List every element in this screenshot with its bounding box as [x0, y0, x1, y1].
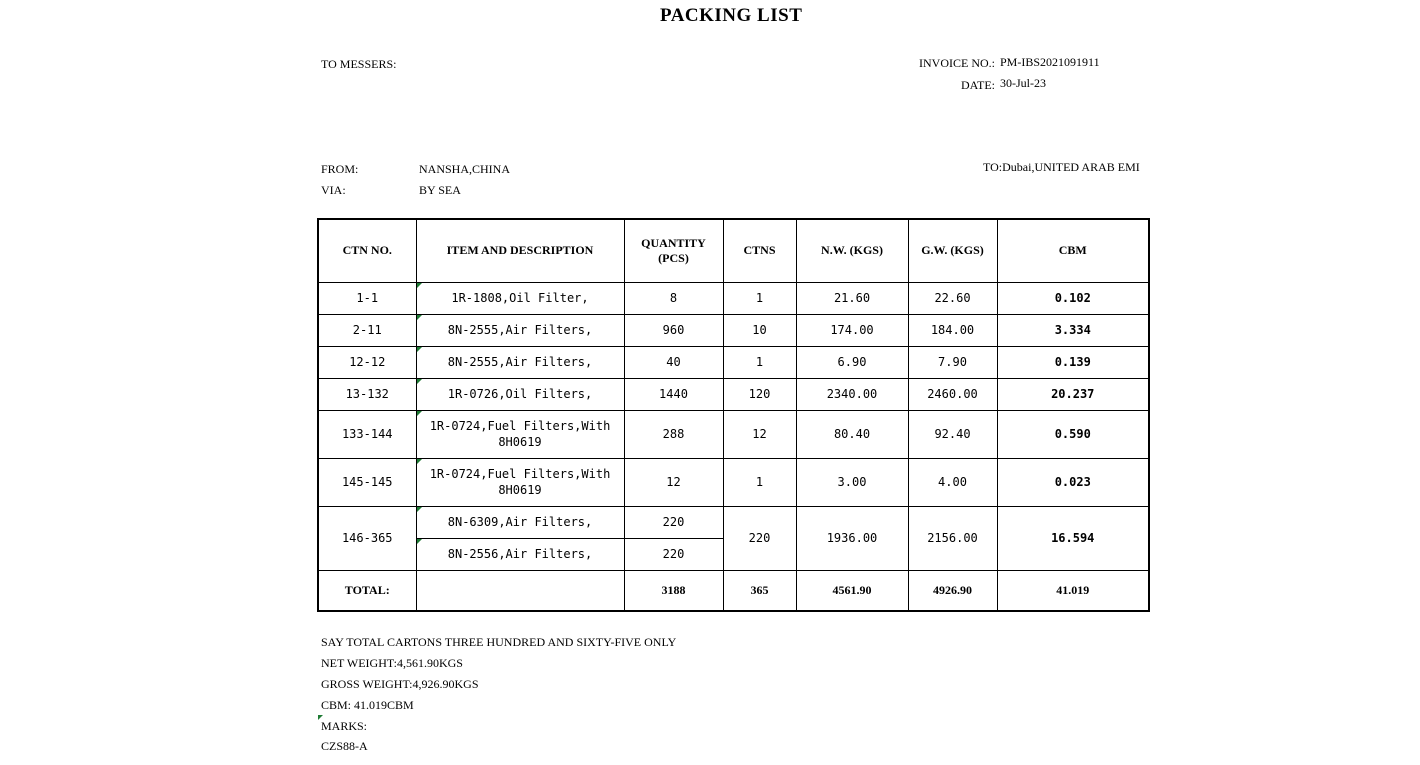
quantity-cell: 960: [624, 314, 723, 346]
ctn-no-cell: 12-12: [318, 346, 416, 378]
cbm-cell: 0.139: [997, 346, 1149, 378]
total-ctns: 365: [723, 570, 796, 611]
ctns-cell: 1: [723, 282, 796, 314]
gw-cell: 2156.00: [908, 506, 997, 570]
total-quantity: 3188: [624, 570, 723, 611]
comment-marker-icon: [417, 411, 422, 416]
nw-cell: 6.90: [796, 346, 908, 378]
description-cell: [416, 314, 624, 346]
date-value: 30-Jul-23: [1000, 76, 1046, 90]
ctn-no-cell: 145-145: [318, 458, 416, 506]
page-title: PACKING LIST: [660, 5, 803, 26]
ctn-no-cell: 146-365: [318, 506, 416, 570]
ctns-cell: 120: [723, 378, 796, 410]
header-item: ITEM AND DESCRIPTION: [416, 219, 624, 282]
description-text: 1R-0724,Fuel Filters,With: [429, 419, 611, 433]
total-cbm: 41.019: [997, 570, 1149, 611]
table-row: [318, 458, 1149, 506]
total-gw: 4926.90: [908, 570, 997, 611]
net-weight-text: NET WEIGHT:4,561.90KGS: [321, 656, 463, 670]
description-text: 8N-2555,Air Filters,: [447, 323, 593, 337]
header-quantity-line2: (PCS): [658, 250, 689, 265]
header-ctn-no: CTN NO.: [318, 219, 416, 282]
from-label: FROM:: [321, 162, 359, 176]
packing-table: [317, 218, 1150, 612]
gross-weight-text: GROSS WEIGHT:4,926.90KGS: [321, 677, 479, 691]
date-label: DATE:: [961, 78, 995, 92]
gw-cell: 92.40: [908, 410, 997, 458]
header-nw: N.W. (KGS): [796, 219, 908, 282]
description-text: 1R-1808,Oil Filter,: [451, 291, 589, 305]
cbm-cell: 0.023: [997, 458, 1149, 506]
description-cell: [416, 410, 624, 458]
gw-cell: 184.00: [908, 314, 997, 346]
via-label: VIA:: [321, 183, 346, 197]
nw-cell: 21.60: [796, 282, 908, 314]
quantity-cell: 12: [624, 458, 723, 506]
ctn-no-cell: 2-11: [318, 314, 416, 346]
comment-marker-icon: [417, 459, 422, 464]
header-row: [318, 219, 1149, 282]
ctn-no-cell: 13-132: [318, 378, 416, 410]
header-quantity-line1: QUANTITY: [641, 235, 706, 250]
table-row: [318, 506, 1149, 538]
quantity-cell: 288: [624, 410, 723, 458]
comment-marker-icon: [417, 347, 422, 352]
gw-cell: 2460.00: [908, 378, 997, 410]
ctns-cell: 1: [723, 458, 796, 506]
description-text: 8N-2555,Air Filters,: [447, 355, 593, 369]
table-row: [318, 282, 1149, 314]
description-text-line2: 8H0619: [498, 483, 542, 497]
table-row: [318, 314, 1149, 346]
table-row: [318, 346, 1149, 378]
description-cell: [416, 282, 624, 314]
marks-label: MARKS:: [321, 719, 368, 733]
description-cell: [416, 538, 624, 570]
gw-cell: 22.60: [908, 282, 997, 314]
marks-value: CZS88-A: [321, 739, 368, 753]
to-messers-label: TO MESSERS:: [321, 57, 397, 71]
cbm-cell: 0.102: [997, 282, 1149, 314]
ctns-cell: 12: [723, 410, 796, 458]
quantity-cell: 40: [624, 346, 723, 378]
invoice-no-value: PM-IBS2021091911: [1000, 55, 1100, 69]
quantity-cell: 8: [624, 282, 723, 314]
ctns-cell: 220: [723, 506, 796, 570]
nw-cell: 80.40: [796, 410, 908, 458]
quantity-cell: 220: [624, 506, 723, 538]
comment-marker-icon: [417, 283, 422, 288]
nw-cell: 3.00: [796, 458, 908, 506]
comment-marker-icon: [417, 315, 422, 320]
description-text: 8N-6309,Air Filters,: [447, 515, 593, 529]
cbm-text: CBM: 41.019CBM: [321, 698, 414, 712]
total-label: TOTAL:: [318, 570, 416, 611]
comment-marker-icon: [417, 507, 422, 512]
table-row: [318, 410, 1149, 458]
description-text: 1R-0724,Fuel Filters,With: [429, 467, 611, 481]
total-description-cell: [416, 570, 624, 611]
header-cbm: CBM: [997, 219, 1149, 282]
invoice-no-label: INVOICE NO.:: [919, 56, 995, 70]
total-nw: 4561.90: [796, 570, 908, 611]
quantity-cell: 1440: [624, 378, 723, 410]
table-row: [318, 378, 1149, 410]
nw-cell: 174.00: [796, 314, 908, 346]
description-cell: [416, 458, 624, 506]
cbm-cell: 16.594: [997, 506, 1149, 570]
gw-cell: 4.00: [908, 458, 997, 506]
cbm-cell: 20.237: [997, 378, 1149, 410]
cbm-cell: 0.590: [997, 410, 1149, 458]
description-text: 1R-0726,Oil Filters,: [447, 387, 593, 401]
ctn-no-cell: 1-1: [318, 282, 416, 314]
comment-marker-icon: [417, 539, 422, 544]
description-text: 8N-2556,Air Filters,: [447, 547, 593, 561]
ctns-cell: 10: [723, 314, 796, 346]
say-total-text: SAY TOTAL CARTONS THREE HUNDRED AND SIXTY-FIVE ONLY: [321, 635, 677, 649]
nw-cell: 2340.00: [796, 378, 908, 410]
description-text-line2: 8H0619: [498, 435, 542, 449]
via-value: BY SEA: [419, 183, 461, 197]
ctns-cell: 1: [723, 346, 796, 378]
nw-cell: 1936.00: [796, 506, 908, 570]
quantity-cell: 220: [624, 538, 723, 570]
description-cell: [416, 506, 624, 538]
description-cell: [416, 378, 624, 410]
comment-marker-icon: [417, 379, 422, 384]
ctn-no-cell: 133-144: [318, 410, 416, 458]
total-row: [318, 570, 1149, 611]
header-quantity: [624, 219, 723, 282]
to-destination: TO:Dubai,UNITED ARAB EMI: [983, 160, 1140, 174]
from-value: NANSHA,CHINA: [419, 162, 511, 176]
cbm-cell: 3.334: [997, 314, 1149, 346]
gw-cell: 7.90: [908, 346, 997, 378]
header-gw: G.W. (KGS): [908, 219, 997, 282]
header-ctns: CTNS: [723, 219, 796, 282]
description-cell: [416, 346, 624, 378]
